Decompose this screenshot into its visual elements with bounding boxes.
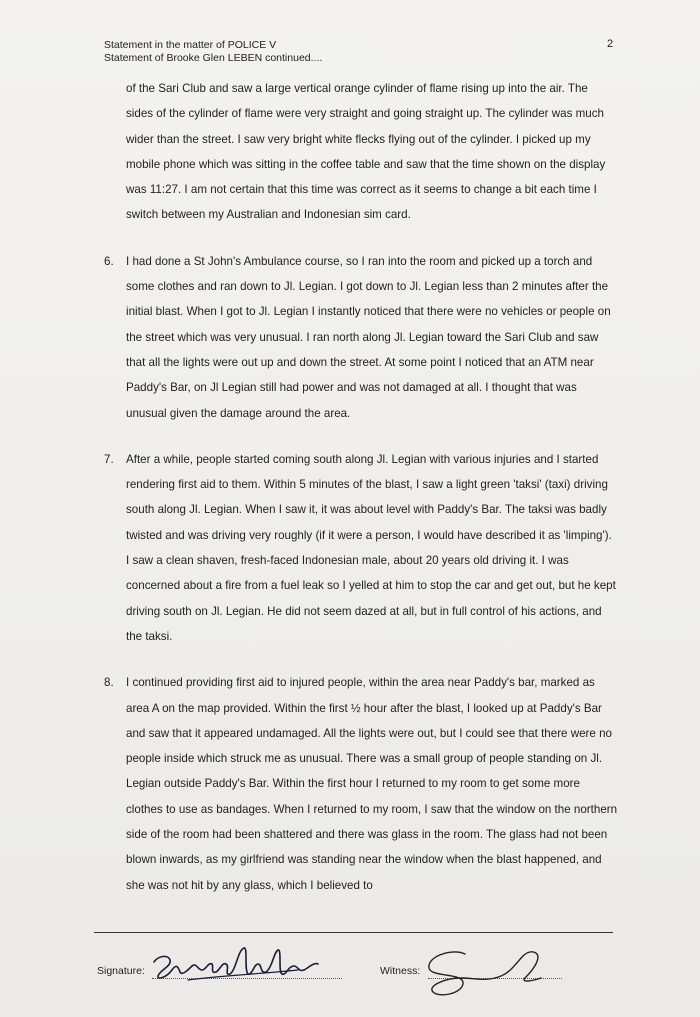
header-matter-line: Statement in the matter of POLICE V	[104, 39, 277, 51]
witness-label: Witness:	[380, 965, 421, 977]
document-header	[104, 39, 322, 65]
numbered-paragraph-8	[104, 670, 618, 898]
handwritten-signature	[148, 940, 328, 996]
paragraph-number: 8.	[104, 676, 114, 690]
paragraph-text: I had done a St John's Ambulance course, so I ran into the room and picked up a torch and some clothes and ran down to Jl. Legian. I got down to Jl. Legian less than 2 minutes after the initial blast. When I got to Jl. Legian I instantly noticed that there were no vehicles or people on the street which was very unusual. I ran north along Jl. Legian toward the Sari Club and saw that all the lights were out up and down the street. At some point I noticed that an ATM near Paddy's Bar, on Jl Legian still had power and was not damaged at all. I thought that was unusual given the damage around the area.	[126, 254, 611, 420]
paragraph-text: After a while, people started coming south along Jl. Legian with various injuries and I started rendering first aid to them. Within 5 minutes of the blast, I saw a light green 'taksi' (taxi) driving south along Jl. Legian. When I saw it, it was about level with Paddy's Bar. The taksi was badly twisted and was driving very roughly (if it were a person, I would have described it as 'limping'). I saw a clean shaven, fresh-faced Indonesian male, about 20 years old driving it. I was concerned about a fire from a fuel leak so I yelled at him to stop the car and get out, but he kept driving south on Jl. Legian. He did not seem dazed at all, but in full control of his actions, and the taksi.	[126, 452, 616, 643]
continued-paragraph: of the Sari Club and saw a large vertical orange cylinder of flame rising up into the air. The sides of the cylinder of flame were very straight and going straight up. The cylinder was much wider than the street. I saw very bright white flecks flying out of the cylinder. I picked up my mobile phone which was sitting in the coffee table and saw that the time shown on the display was 11:27. I am not certain that this time was correct as it seems to change a bit each time I switch between my Australian and Indonesian sim card.	[126, 82, 606, 222]
witness-signature	[405, 932, 565, 1004]
signature-label: Signature:	[97, 965, 145, 977]
page-number: 2	[607, 38, 614, 50]
paragraph-number: 6.	[104, 254, 114, 268]
numbered-paragraph-6	[104, 249, 618, 426]
paragraph-number: 7.	[104, 452, 114, 466]
statement-body	[104, 76, 618, 898]
paragraph-text: I continued providing first aid to injured people, within the area near Paddy's bar, marked as area A on the map provided. Within the first ½ hour after the blast, I looked up at Paddy's Bar and saw that it appeared undamaged. All the lights were out, but I could see that there were no people inside which struck me as unusual. There was a small group of people standing on Jl. Legian outside Paddy's Bar. Within the first hour I returned to my room to get some more clothes to use as bandages. When I returned to my room, I saw that the window on the northern side of the room had been shattered and there was glass in the room. The glass had not been blown inwards, as my girlfriend was standing near the window when the blast happened, and she was not hit by any glass, which I believed to	[126, 676, 618, 892]
header-statement-line: Statement of Brooke Glen LEBEN continued....	[104, 52, 323, 64]
numbered-paragraph-7	[104, 447, 618, 649]
